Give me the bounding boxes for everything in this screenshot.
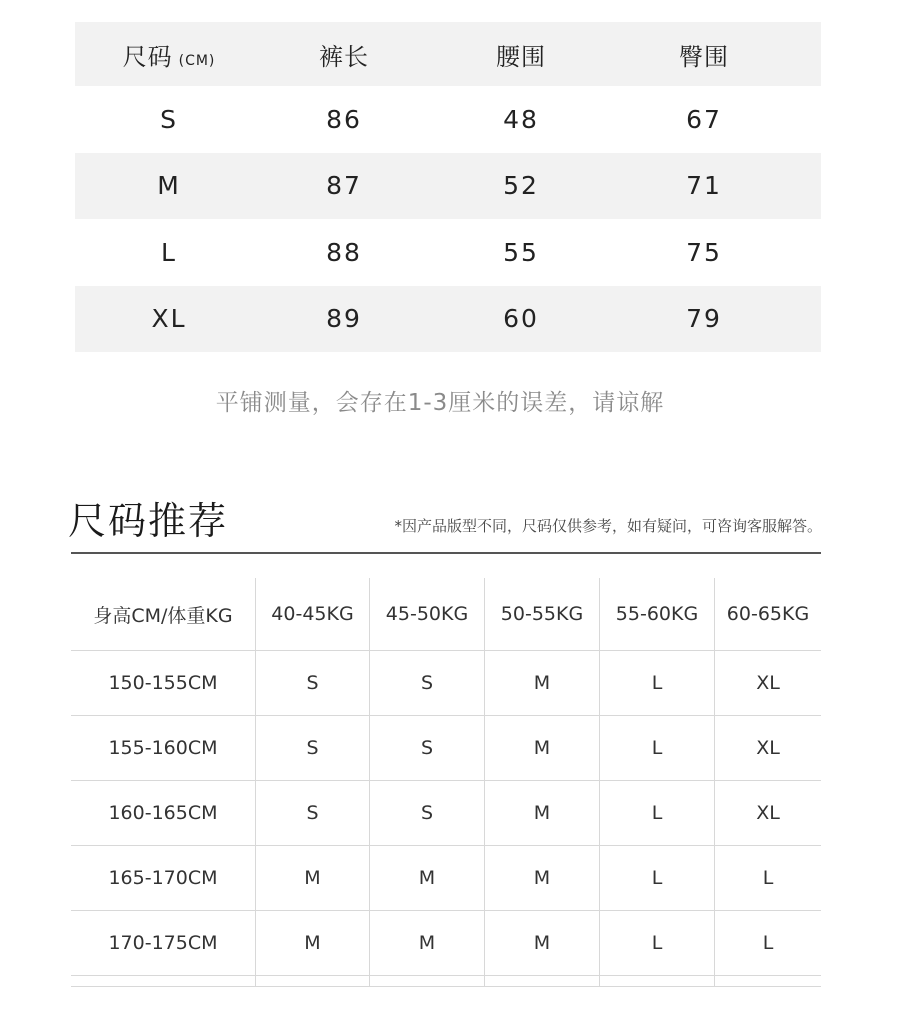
size-cell: L	[599, 781, 714, 845]
header-weight-range: 50-55KG	[484, 578, 599, 650]
header-size: 尺码 (CM)	[122, 42, 216, 71]
unit-label: (CM)	[178, 52, 216, 69]
header-weight-range: 60-65KG	[714, 578, 821, 650]
header-weight-range: 45-50KG	[369, 578, 484, 650]
hip-cell: 67	[686, 104, 722, 134]
size-row	[75, 153, 821, 220]
size-cell: M	[157, 171, 181, 201]
recommendation-table	[71, 578, 821, 987]
size-cell: L	[161, 237, 177, 267]
size-cell: M	[484, 846, 599, 910]
header-weight-range: 40-45KG	[255, 578, 369, 650]
tail-cell	[71, 976, 255, 986]
size-row	[75, 86, 821, 153]
size-cell: L	[599, 911, 714, 975]
hip-cell: 75	[686, 237, 722, 267]
recommendation-row	[71, 911, 821, 976]
size-cell: M	[484, 651, 599, 715]
recommendation-row	[71, 846, 821, 911]
recommendation-subtitle: *因产品版型不同，尺码仅供参考，如有疑问，可咨询客服解答。	[394, 517, 822, 535]
size-cell: L	[714, 911, 821, 975]
size-cell: L	[714, 846, 821, 910]
recommendation-row	[71, 716, 821, 781]
size-cell: S	[255, 716, 369, 780]
size-cell: S	[369, 781, 484, 845]
height-cell: 155-160CM	[108, 737, 218, 759]
size-chart-table	[75, 22, 821, 352]
tail-cell	[484, 976, 599, 986]
height-cell: 165-170CM	[108, 867, 218, 889]
size-row	[75, 219, 821, 286]
header-pants-length: 裤长	[319, 42, 369, 71]
size-cell: M	[369, 846, 484, 910]
recommendation-row	[71, 651, 821, 716]
tail-cell	[369, 976, 484, 986]
waist-cell: 52	[503, 171, 539, 201]
tail-cell	[255, 976, 369, 986]
waist-cell: 60	[503, 304, 539, 334]
size-cell: M	[255, 846, 369, 910]
length-cell: 87	[326, 171, 362, 201]
recommendation-row	[71, 781, 821, 846]
waist-cell: 55	[503, 237, 539, 267]
size-cell: XL	[714, 716, 821, 780]
size-cell: L	[599, 716, 714, 780]
hip-cell: 79	[686, 304, 722, 334]
size-cell: XL	[714, 781, 821, 845]
size-cell: L	[599, 651, 714, 715]
measurement-note: 平铺测量，会存在1-3厘米的误差，请谅解	[215, 390, 665, 416]
hip-cell: 71	[686, 171, 722, 201]
height-cell: 150-155CM	[108, 672, 218, 694]
height-cell: 170-175CM	[108, 932, 218, 954]
size-cell: M	[369, 911, 484, 975]
length-cell: 89	[326, 304, 362, 334]
size-cell: M	[484, 781, 599, 845]
header-height-weight: 身高CM/体重KG	[93, 604, 233, 627]
size-chart-header-row	[75, 22, 821, 86]
recommendation-header-row	[71, 578, 821, 651]
size-cell: M	[484, 911, 599, 975]
table-tail	[71, 976, 821, 987]
size-cell: S	[160, 104, 178, 134]
size-cell: M	[484, 716, 599, 780]
size-cell: XL	[151, 304, 187, 334]
header-waist: 腰围	[496, 42, 546, 71]
length-cell: 86	[326, 104, 362, 134]
length-cell: 88	[326, 237, 362, 267]
size-cell: S	[369, 651, 484, 715]
tail-cell	[714, 976, 821, 986]
waist-cell: 48	[503, 104, 539, 134]
size-cell: S	[255, 651, 369, 715]
size-cell: XL	[714, 651, 821, 715]
recommendation-title: 尺码推荐	[68, 499, 229, 543]
section-divider	[71, 552, 821, 554]
header-weight-range: 55-60KG	[599, 578, 714, 650]
tail-cell	[599, 976, 714, 986]
size-cell: S	[255, 781, 369, 845]
size-cell: S	[369, 716, 484, 780]
size-cell: L	[599, 846, 714, 910]
header-hip: 臀围	[679, 42, 729, 71]
height-cell: 160-165CM	[108, 802, 218, 824]
size-cell: M	[255, 911, 369, 975]
size-row	[75, 286, 821, 353]
